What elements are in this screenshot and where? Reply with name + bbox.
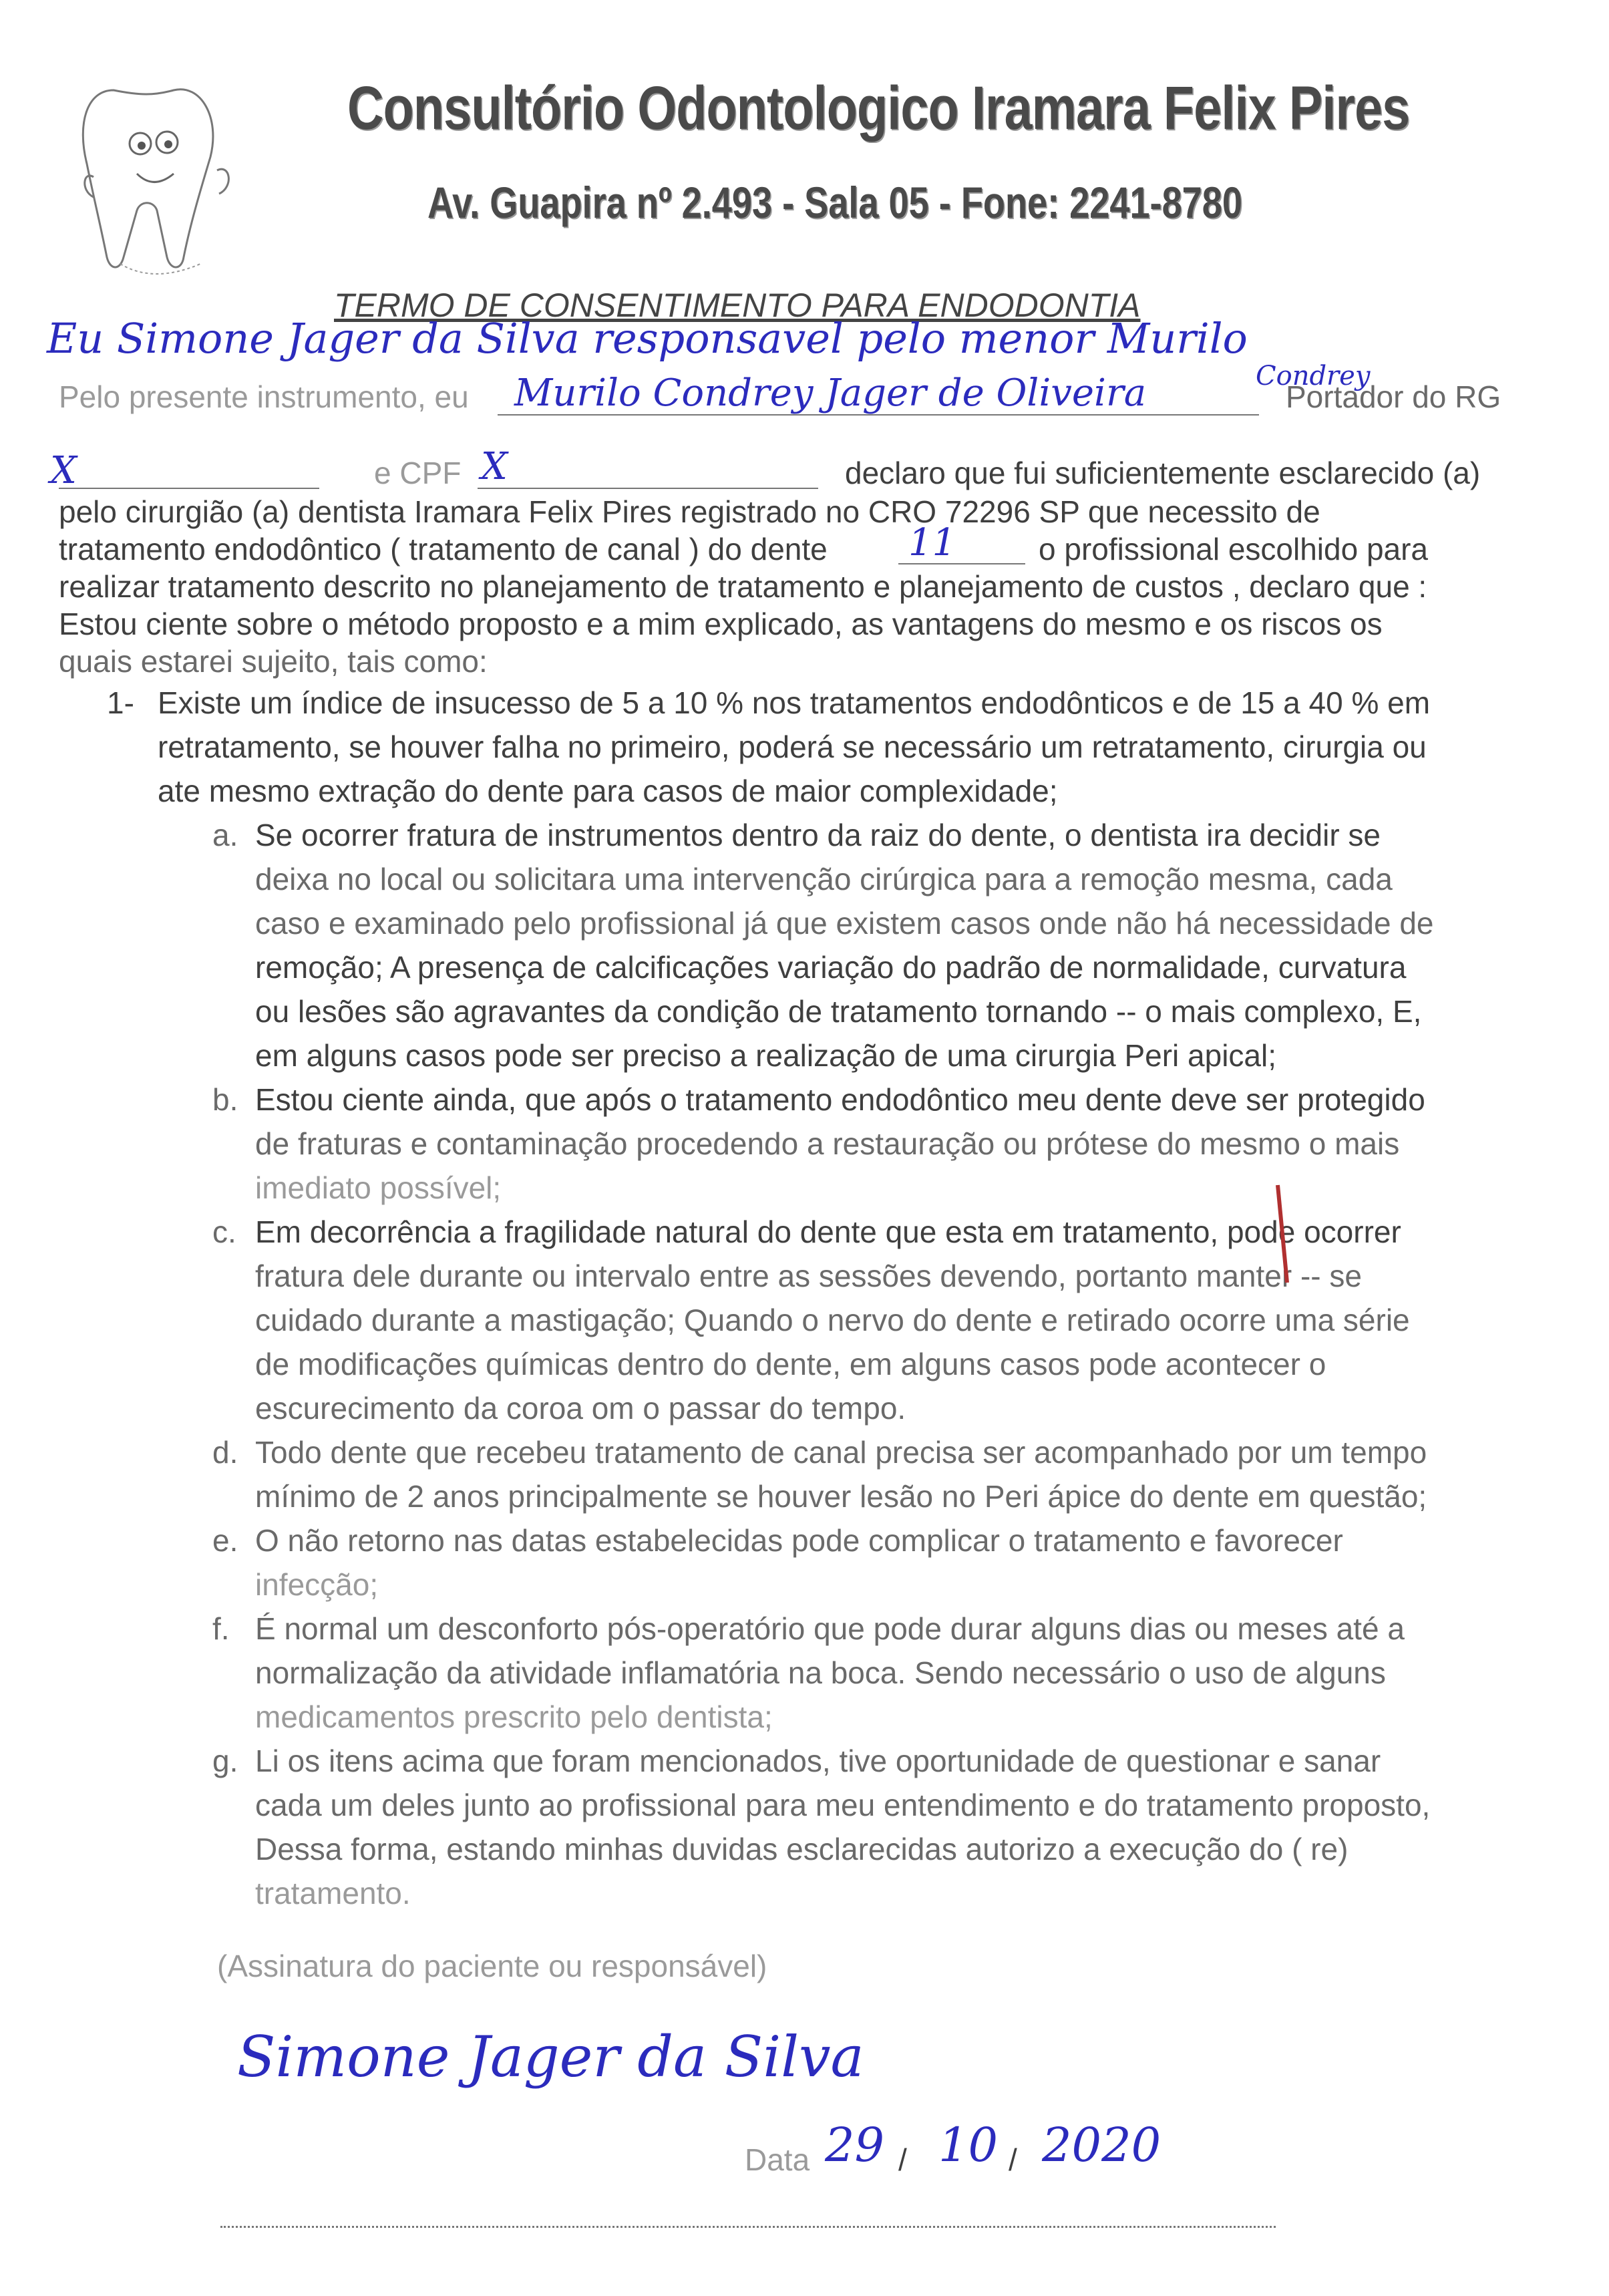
- tooth-mascot-logo: [67, 63, 267, 284]
- subitem-g-line-1: Li os itens acima que foram mencionados, tive oportunidade de questionar e sanar: [255, 1744, 1381, 1778]
- handwritten-date-day[interactable]: 29: [825, 2118, 885, 2172]
- subitem-f-line-1: É normal um desconforto pós-operatório que pode durar alguns dias ou meses até a: [255, 1611, 1405, 1646]
- subitem-g-letter: g.: [212, 1744, 238, 1778]
- subitem-e-letter: e.: [212, 1523, 238, 1558]
- subitem-d-letter: d.: [212, 1435, 238, 1470]
- intro-line-2-cpf: e CPF: [374, 456, 462, 490]
- clinic-name: Consultório Odontologico Iramara Felix Pires: [347, 74, 1410, 142]
- subitem-g-line-2: cada um deles junto ao profissional para meu entendimento e do tratamento proposto,: [255, 1788, 1431, 1822]
- intro-line-1-prefix: Pelo presente instrumento, eu: [59, 379, 469, 414]
- subitem-a-line-4: remoção; A presença de calcificações variação do padrão de normalidade, curvatura: [255, 950, 1407, 985]
- subitem-f-line-3: medicamentos prescrito pelo dentista;: [255, 1699, 773, 1734]
- subitem-f-letter: f.: [212, 1611, 230, 1646]
- subitem-c-line-4: de modificações químicas dentro do dente, em alguns casos pode acontecer o: [255, 1347, 1326, 1381]
- subitem-c-line-2: fratura dele durante ou intervalo entre as sessões devendo, portanto manter -- se: [255, 1259, 1362, 1293]
- item-1-line-3: ate mesmo extração do dente para casos de maior complexidade;: [158, 774, 1058, 808]
- subitem-g-line-4: tratamento.: [255, 1876, 411, 1911]
- signature-dotted-line: [220, 2226, 1276, 2228]
- handwritten-intro: Eu Simone Jager da Silva responsavel pelo menor Murilo: [47, 314, 1248, 363]
- subitem-c-line-5: escurecimento da coroa om o passar do tempo.: [255, 1391, 906, 1426]
- handwritten-date-year[interactable]: 2020: [1042, 2118, 1161, 2172]
- subitem-b-line-1: Estou ciente ainda, que após o tratamento endodôntico meu dente deve ser protegido: [255, 1082, 1425, 1117]
- handwritten-patient-name[interactable]: Murilo Condrey Jager de Oliveira: [514, 371, 1147, 415]
- item-1-number: 1-: [107, 685, 134, 720]
- tooth-field-line: [898, 563, 1025, 564]
- subitem-b-line-2: de fraturas e contaminação procedendo a restauração ou prótese do mesmo o mais: [255, 1126, 1400, 1161]
- handwritten-tooth-number[interactable]: 11: [908, 521, 956, 564]
- intro-line-2-text: declaro que fui suficientemente esclarecido (a): [845, 456, 1481, 490]
- subitem-b-letter: b.: [212, 1082, 238, 1117]
- handwritten-cpf-mark[interactable]: X: [481, 445, 508, 488]
- item-1-line-1: Existe um índice de insucesso de 5 a 10 % nos tratamentos endodônticos e de 15 a 40 % em: [158, 685, 1431, 720]
- rg-field-line: [59, 488, 319, 489]
- date-separator-2: /: [1009, 2142, 1017, 2177]
- intro-line-6: Estou ciente sobre o método proposto e a mim explicado, as vantagens do mesmo e os riscos os: [59, 607, 1383, 641]
- handwritten-date-month[interactable]: 10: [938, 2118, 999, 2172]
- cpf-field-line: [478, 488, 818, 489]
- subitem-a-line-5: ou lesões são agravantes da condição de tratamento tornando -- o mais complexo, E,: [255, 994, 1422, 1029]
- intro-line-1-suffix: Portador do RG: [1286, 379, 1501, 414]
- red-pen-mark: [1272, 1182, 1292, 1289]
- subitem-a-letter: a.: [212, 818, 238, 852]
- subitem-e-line-2: infecção;: [255, 1567, 379, 1602]
- handwritten-rg-mark[interactable]: X: [50, 449, 77, 492]
- subitem-g-line-3: Dessa forma, estando minhas duvidas esclarecidas autorizo a execução do ( re): [255, 1832, 1349, 1866]
- document-title: TERMO DE CONSENTIMENTO PARA ENDODONTIA: [334, 287, 1141, 324]
- subitem-d-line-1: Todo dente que recebeu tratamento de canal precisa ser acompanhado por um tempo: [255, 1435, 1427, 1470]
- date-label: Data: [745, 2142, 810, 2177]
- subitem-a-line-2: deixa no local ou solicitara uma intervenção cirúrgica para a remoção mesma, cada: [255, 862, 1393, 896]
- handwritten-above-name: Condrey: [1256, 361, 1371, 391]
- signature-label: (Assinatura do paciente ou responsável): [217, 1949, 767, 1983]
- subitem-a-line-3: caso e examinado pelo profissional já que existem casos onde não há necessidade de: [255, 906, 1434, 941]
- item-1-line-2: retratamento, se houver falha no primeiro, poderá se necessário um retratamento, cirurgia ou: [158, 729, 1427, 764]
- subitem-b-line-3: imediato possível;: [255, 1170, 502, 1205]
- intro-line-4-prefix: tratamento endodôntico ( tratamento de canal ) do dente: [59, 532, 828, 566]
- subitem-c-line-1: Em decorrência a fragilidade natural do dente que esta em tratamento, pode ocorrer: [255, 1214, 1401, 1249]
- handwritten-signature[interactable]: Simone Jager da Silva: [237, 2024, 864, 2090]
- intro-line-5: realizar tratamento descrito no planejamento de tratamento e planejamento de custos , declaro que :: [59, 569, 1427, 604]
- subitem-c-letter: c.: [212, 1214, 236, 1249]
- subitem-f-line-2: normalização da atividade inflamatória na boca. Sendo necessário o uso de alguns: [255, 1655, 1386, 1690]
- subitem-a-line-1: Se ocorrer fratura de instrumentos dentro da raiz do dente, o dentista ira decidir se: [255, 818, 1381, 852]
- subitem-e-line-1: O não retorno nas datas estabelecidas pode complicar o tratamento e favorecer: [255, 1523, 1343, 1558]
- date-separator-1: /: [898, 2142, 907, 2177]
- intro-line-3: pelo cirurgião (a) dentista Iramara Felix Pires registrado no CRO 72296 SP que necessito de: [59, 494, 1320, 529]
- clinic-address: Av. Guapira nº 2.493 - Sala 05 - Fone: 2241-8780: [427, 178, 1242, 227]
- subitem-a-line-6: em alguns casos pode ser preciso a realização de uma cirurgia Peri apical;: [255, 1038, 1277, 1073]
- subitem-c-line-3: cuidado durante a mastigação; Quando o nervo do dente e retirado ocorre uma série: [255, 1303, 1410, 1337]
- intro-line-7: quais estarei sujeito, tais como:: [59, 644, 488, 679]
- subitem-d-line-2: mínimo de 2 anos principalmente se houver lesão no Peri ápice do dente em questão;: [255, 1479, 1427, 1514]
- intro-line-4-suffix: o profissional escolhido para: [1039, 532, 1429, 566]
